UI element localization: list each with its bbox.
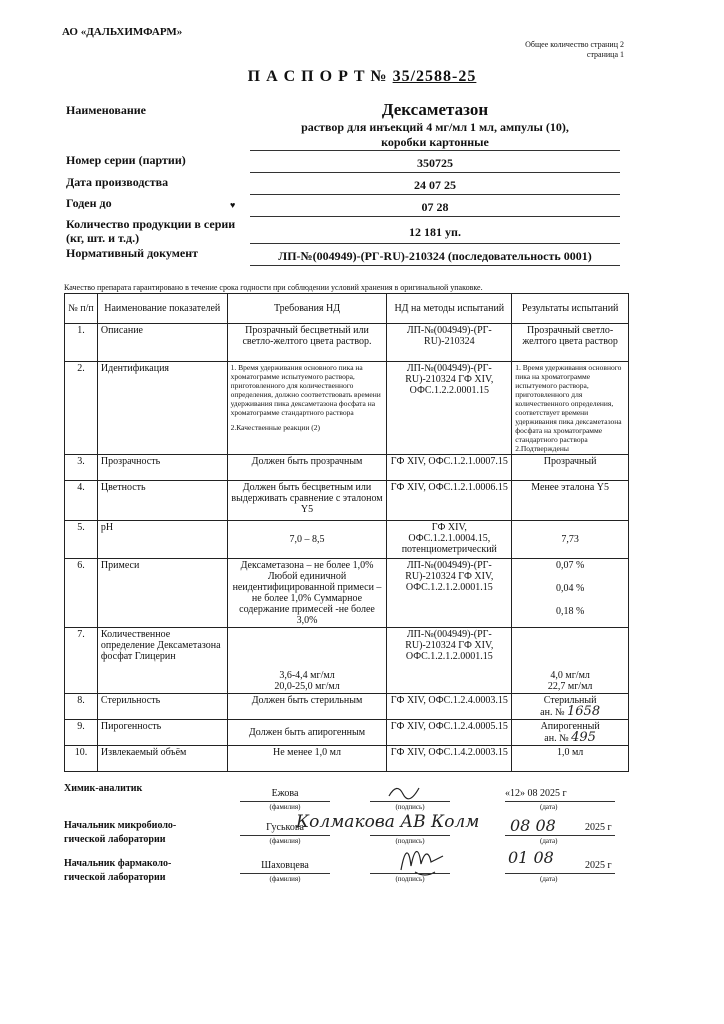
table-row	[65, 694, 629, 720]
name-label: Наименование	[66, 103, 146, 117]
row-req: Не менее 1,0 мл	[227, 746, 387, 772]
guarantee-text: Качество препарата гарантировано в течение срока годности при соблюдении условий хранения в оригинальной упаковке.	[64, 283, 483, 292]
micro-handwritten-date: 08 08	[510, 816, 556, 835]
row-num: 5.	[65, 521, 98, 559]
row-method: ГФ XIV, ОФС.1.2.1.0007.15	[387, 455, 512, 481]
table-header	[65, 294, 629, 324]
table-row	[65, 362, 629, 455]
nd-value: ЛП-№(004949)-(РГ-RU)-210324 (последовательность 0001)	[278, 249, 592, 263]
micro-year: 2025 г	[585, 822, 612, 833]
result-main: Апирогенный	[540, 721, 600, 732]
mark-icon: ♥	[230, 200, 236, 210]
cap-surname: (фамилия)	[269, 803, 301, 811]
row-req: Должен быть бесцветным или выдерживать сравнение с эталоном Y5	[227, 481, 387, 521]
row-result: Прозрачный светло-желтого цвета раствор	[512, 324, 629, 362]
table-row	[65, 720, 629, 746]
pharm-role-1: Начальник фармаколо-	[64, 858, 172, 869]
cap-date: (дата)	[540, 875, 558, 883]
header-num: № п/п	[65, 294, 98, 324]
row-req: Дексаметазона – не более 1,0% Любой единичной неидентифицированной примеси – не более 1,0% Суммарное содержание примесей -не более 3,0%	[227, 559, 387, 628]
an-label: ан. №	[540, 707, 565, 718]
row-name: Пирогенность	[97, 720, 227, 746]
expiry-value: 07 28	[421, 200, 449, 214]
row-name: Цветность	[97, 481, 227, 521]
row-method: ЛП-№(004949)-(РГ-RU)-210324 ГФ XIV, ОФС.1.2.1.2.0001.15	[387, 628, 512, 694]
prod-date-label: Дата производства	[66, 175, 169, 189]
req-a: 3,6-4,4 мг/мл	[279, 670, 335, 681]
row-method: ГФ XIV, ОФС.1.2.4.0005.15	[387, 720, 512, 746]
result-a: 0,07 %	[555, 560, 585, 571]
row-num: 10.	[65, 746, 98, 772]
pharm-year: 2025 г	[585, 860, 612, 871]
result-an	[515, 706, 625, 718]
qty-value: 12 181 уп.	[409, 225, 461, 239]
result-c: 0,18 %	[555, 606, 585, 617]
batch-value: 350725	[417, 156, 453, 170]
row-result	[512, 628, 629, 694]
row-method: ЛП-№(004949)-(РГ-RU)-210324	[387, 324, 512, 362]
req-b: 20,0-25,0 мг/мл	[274, 681, 340, 692]
row-num: 7.	[65, 628, 98, 694]
table-row	[65, 521, 629, 559]
row-result-2: 2.Подтверждены	[515, 444, 569, 453]
row-name: pH	[97, 521, 227, 559]
row-method: ЛП-№(004949)-(РГ-RU)-210324 ГФ XIV, ОФС.1.2.2.0001.15	[387, 362, 512, 455]
cap-sign: (подпись)	[395, 875, 425, 883]
product-form-2: коробки картонные	[381, 135, 489, 149]
table-row	[65, 746, 629, 772]
row-req: Должен быть прозрачным	[227, 455, 387, 481]
header-method: НД на методы испытаний	[387, 294, 512, 324]
row-result: 7,73	[512, 521, 629, 559]
header-req: Требования НД	[227, 294, 387, 324]
chemist-date: «12» 08 2025 г	[505, 788, 567, 799]
result-an	[515, 732, 625, 744]
row-num: 1.	[65, 324, 98, 362]
result-a: 4,0 мг/мл	[550, 670, 590, 681]
table-row	[65, 455, 629, 481]
batch-label: Номер серии (партии)	[66, 153, 186, 167]
row-result-1: 1. Время удерживания основного пика на хроматограмме испытуемого раствора, приготовленного для количественного определения, соответствует времени удерживания пика дексаметазона фосфата на хроматограмме стандартного раствора	[515, 363, 622, 444]
handwritten-number: 495	[571, 730, 596, 745]
micro-handwritten-name: Колмакова АВ Колм	[296, 812, 480, 832]
row-name: Стерильность	[97, 694, 227, 720]
row-result	[512, 694, 629, 720]
page-number: страница 1	[586, 50, 624, 59]
product-form-1: раствор для инъекций 4 мг/мл 1 мл, ампулы (10),	[301, 120, 569, 134]
expiry-label: Годен до	[66, 196, 112, 210]
result-main: Стерильный	[543, 695, 597, 706]
row-num: 4.	[65, 481, 98, 521]
chemist-name: Ежова	[271, 788, 299, 799]
row-result	[512, 559, 629, 628]
table-row	[65, 559, 629, 628]
row-method: ГФ XIV, ОФС.1.4.2.0003.15	[387, 746, 512, 772]
row-num: 8.	[65, 694, 98, 720]
row-req-2: 2.Качественные реакции (2)	[230, 423, 320, 432]
handwritten-number: 1658	[567, 704, 601, 719]
passport-prefix: П А С П О Р Т №	[247, 68, 388, 85]
row-method: ГФ XIV, ОФС.1.2.1.0006.15	[387, 481, 512, 521]
row-req	[227, 628, 387, 694]
cap-sign: (подпись)	[395, 837, 425, 845]
header-name: Наименование показателей	[97, 294, 227, 324]
row-result: 1,0 мл	[512, 746, 629, 772]
result-b: 22,7 мг/мл	[547, 681, 593, 692]
header-result: Результаты испытаний	[512, 294, 629, 324]
pharm-name: Шаховцева	[261, 860, 309, 871]
row-name: Прозрачность	[97, 455, 227, 481]
row-result: Менее эталона Y5	[512, 481, 629, 521]
cap-date: (дата)	[540, 803, 558, 811]
row-name: Извлекаемый объём	[97, 746, 227, 772]
cap-date: (дата)	[540, 837, 558, 845]
row-req: Прозрачный бесцветный или светло-желтого цвета раствор.	[227, 324, 387, 362]
pharm-handwritten-date: 01 08	[508, 848, 554, 867]
cap-sign: (подпись)	[395, 803, 425, 811]
row-name: Количественное определение Дексаметазона фосфат Глицерин	[97, 628, 227, 694]
row-num: 9.	[65, 720, 98, 746]
table-row	[65, 481, 629, 521]
results-table	[64, 293, 629, 772]
row-req: 7,0 – 8,5	[227, 521, 387, 559]
row-num: 2.	[65, 362, 98, 455]
micro-role-2: гической лаборатории	[64, 834, 166, 845]
chemist-signature	[385, 780, 425, 802]
table-row	[65, 324, 629, 362]
row-name: Примеси	[97, 559, 227, 628]
row-num: 3.	[65, 455, 98, 481]
company-name: АО «ДАЛЬХИМФАРМ»	[62, 26, 183, 38]
row-req-1: 1. Время удерживания основного пика на хроматограмме испытуемого раствора, приготовленного для количественного определения, должно соответствовать времени удерживания пика дексаметазона фосфата на хроматограмме стандартного раствора	[230, 363, 381, 417]
row-req	[227, 362, 387, 455]
nd-label: Нормативный документ	[66, 246, 199, 260]
row-req: Должен быть стерильным	[227, 694, 387, 720]
total-pages: Общее количество страниц 2	[525, 40, 624, 49]
row-name: Описание	[97, 324, 227, 362]
row-name: Идентификация	[97, 362, 227, 455]
table-row	[65, 628, 629, 694]
row-result	[512, 362, 629, 455]
pharm-role-2: гической лаборатории	[64, 872, 166, 883]
row-result: Прозрачный	[512, 455, 629, 481]
passport-title	[0, 68, 724, 86]
cap-surname: (фамилия)	[269, 875, 301, 883]
row-num: 6.	[65, 559, 98, 628]
passport-number: 35/2588-25	[392, 68, 477, 85]
row-method: ГФ XIV, ОФС.1.2.1.0004.15, потенциометрический	[387, 521, 512, 559]
chemist-role: Химик-аналитик	[64, 783, 143, 794]
row-method: ЛП-№(004949)-(РГ-RU)-210324 ГФ XIV, ОФС.1.2.1.2.0001.15	[387, 559, 512, 628]
qty-label-2: (кг, шт. и т.д.)	[66, 231, 140, 245]
row-method: ГФ XIV, ОФС.1.2.4.0003.15	[387, 694, 512, 720]
micro-role-1: Начальник микробиоло-	[64, 820, 177, 831]
micro-name: Гуськова	[266, 822, 304, 833]
cap-surname: (фамилия)	[269, 837, 301, 845]
prod-date-value: 24 07 25	[414, 178, 456, 192]
row-result	[512, 720, 629, 746]
result-b: 0,04 %	[555, 583, 585, 594]
product-name: Дексаметазон	[381, 100, 489, 119]
qty-label-1: Количество продукции в серии	[66, 217, 236, 231]
an-label: ан. №	[544, 733, 569, 744]
page-info	[524, 40, 624, 60]
row-req: Должен быть апирогенным	[227, 720, 387, 746]
